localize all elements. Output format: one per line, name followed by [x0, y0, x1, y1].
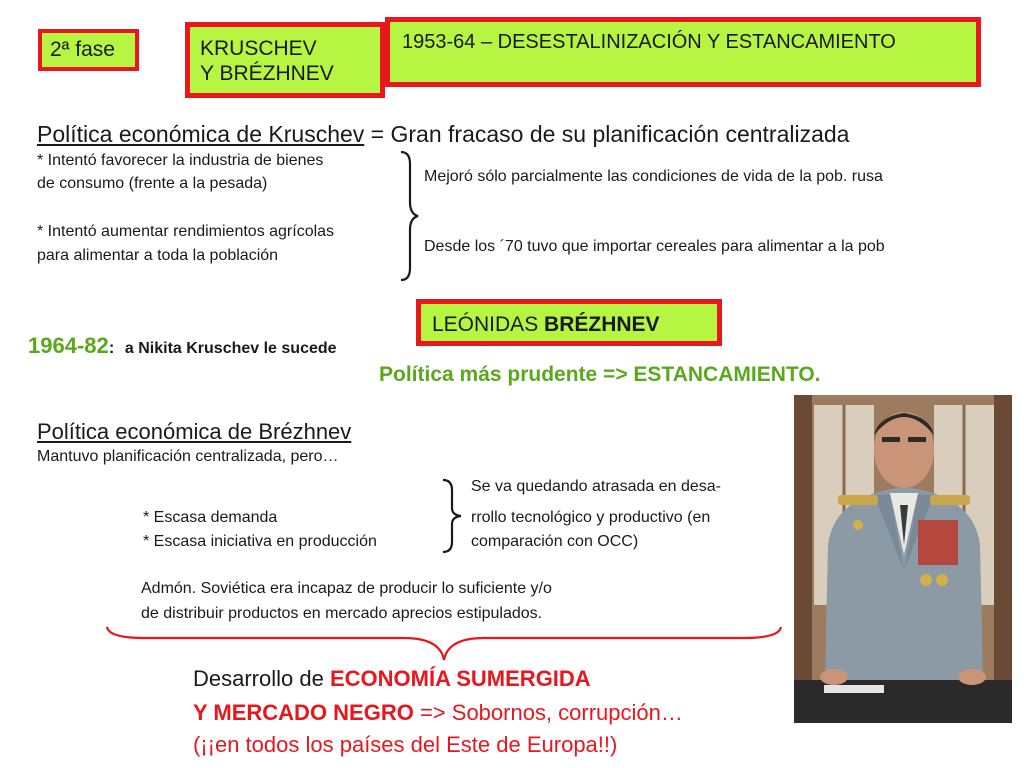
kruschev-item1-line1: * Intentó favorecer la industria de bienes — [37, 152, 324, 169]
admin-line2: de distribuir productos en mercado aprecios estipulados. — [141, 605, 543, 622]
conclusion-line3: (¡¡en todos los países del Este de Europa!!) — [193, 732, 618, 757]
leaders-line2: Y BRÉZHNEV — [200, 62, 334, 86]
kruschev-heading-line — [37, 121, 849, 148]
brezhnev-intro: Mantuvo planificación centralizada, pero… — [37, 448, 339, 465]
conclusion-line1-red: ECONOMÍA SUMERGIDA — [329, 666, 591, 691]
period-text: 1953-64 – DESESTALINIZACIÓN Y ESTANCAMIENTO — [402, 31, 896, 53]
brezhnev-result-line2: rrollo tecnológico y productivo (en — [471, 509, 711, 526]
conclusion-brace — [104, 624, 784, 664]
conclusion-line1 — [193, 666, 591, 692]
brezhnev-name-box — [416, 299, 722, 346]
succession-years: 1964-82 — [28, 333, 109, 358]
brezhnev-item2: * Escasa iniciativa en producción — [143, 533, 377, 550]
conclusion-line2-red: Y MERCADO NEGRO — [193, 700, 414, 725]
leaders-box — [185, 22, 385, 98]
kruschev-heading-suffix: = Gran fracaso de su planificación centralizada — [364, 121, 850, 147]
kruschev-item1-line2: de consumo (frente a la pesada) — [37, 175, 268, 192]
kruschev-item2-line1: * Intentó aumentar rendimientos agrícolas — [37, 223, 335, 240]
brezhnev-heading: Política económica de Brézhnev — [37, 419, 352, 444]
brezhnev-result-line3: comparación con OCC) — [471, 533, 639, 550]
kruschev-result1: Mejoró sólo parcialmente las condiciones de vida de la pob. rusa — [424, 168, 883, 185]
succession-colon: : — [108, 338, 115, 357]
admin-line1: Admón. Soviética era incapaz de producir lo suficiente y/o — [141, 580, 552, 597]
kruschev-result2: Desde los ´70 tuvo que importar cereales para alimentar a la pob — [424, 238, 885, 255]
period-box — [385, 17, 981, 87]
conclusion-line1-normal: Desarrollo de — [193, 666, 330, 691]
kruschev-item2-line2: para alimentar a toda la población — [37, 247, 279, 264]
policy-statement: Política más prudente => ESTANCAMIENTO. — [379, 363, 821, 386]
brezhnev-name-bold: BRÉZHNEV — [544, 313, 660, 336]
brezhnev-result-line1: Se va quedando atrasada en desa- — [471, 478, 721, 495]
conclusion-line2 — [193, 700, 683, 726]
phase-label: 2ª fase — [50, 38, 115, 61]
kruschev-heading: Política económica de Kruschev — [37, 121, 365, 147]
brezhnev-brace — [440, 478, 464, 554]
brezhnev-portrait-illustration — [794, 395, 1012, 723]
succession-line — [28, 333, 337, 359]
leaders-line1: KRUSCHEV — [200, 37, 317, 60]
succession-text: a Nikita Kruschev le sucede — [124, 340, 337, 357]
kruschev-brace — [398, 150, 420, 282]
phase-label-box — [38, 29, 139, 71]
brezhnev-photo — [794, 395, 1012, 723]
conclusion-line2-normal: => Sobornos, corrupción… — [413, 700, 683, 725]
brezhnev-name-first: LEÓNIDAS — [432, 313, 545, 336]
brezhnev-item1: * Escasa demanda — [143, 509, 278, 526]
